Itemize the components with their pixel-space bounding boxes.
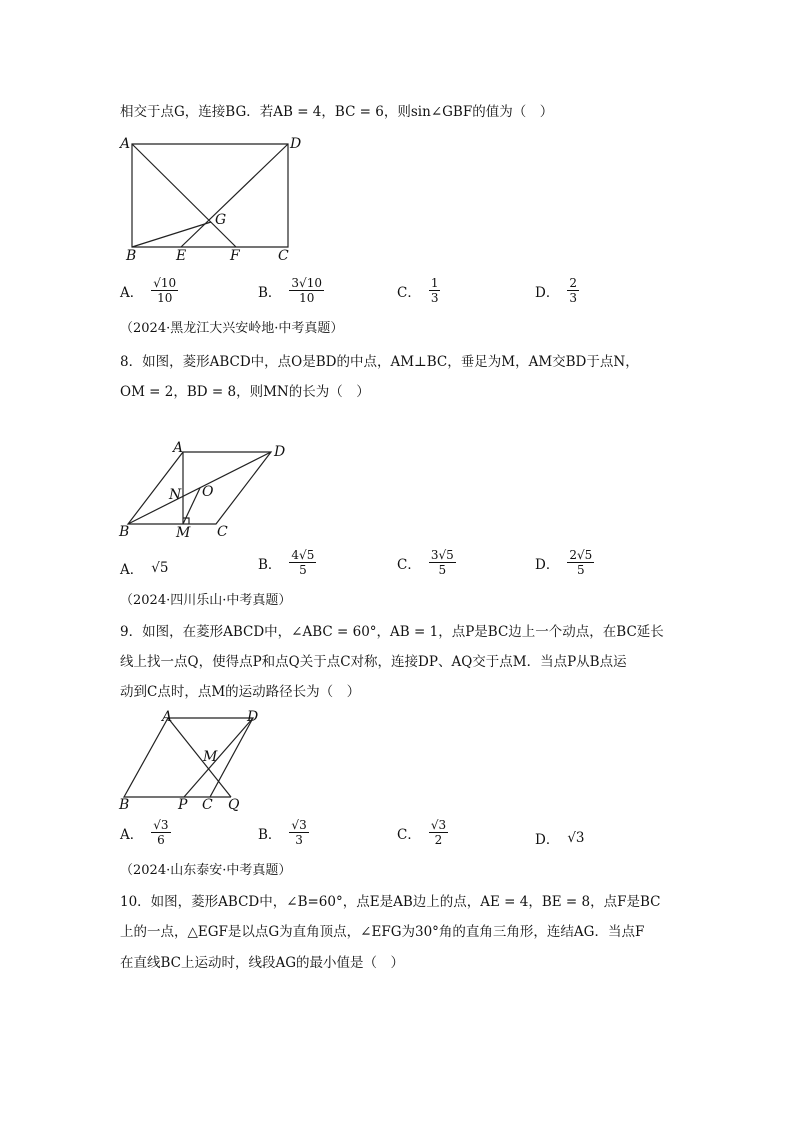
q9-source: （2024·四川乐山·中考真题） bbox=[120, 593, 292, 608]
q9-option-c[interactable]: C． $\frac{√3}{2}$ bbox=[397, 818, 447, 847]
label-M: M bbox=[203, 749, 218, 765]
q7-line-BG bbox=[132, 222, 211, 247]
q7-option-c[interactable]: C． $\frac{1}{3}$ bbox=[397, 276, 439, 305]
q7-figure bbox=[118, 134, 308, 264]
label-Q: Q bbox=[228, 797, 240, 813]
label-B: B bbox=[119, 524, 130, 540]
label-D: D bbox=[274, 444, 286, 460]
label-B: B bbox=[119, 797, 130, 813]
q7-line-DE bbox=[181, 144, 288, 247]
label-D: D bbox=[247, 709, 259, 725]
label-E: E bbox=[176, 248, 187, 264]
q8-stem-line2: OM = 2，BD = 8，则MN的长为（ ） bbox=[120, 384, 370, 400]
q8-source: （2024·黑龙江大兴安岭地·中考真题） bbox=[120, 321, 344, 336]
label-C: C bbox=[278, 248, 289, 264]
q7-diagonal-AF bbox=[132, 144, 236, 247]
q10-stem-line1: 10．如图，菱形ABCD中，∠B=60°，点E是AB边上的点，AE = 4，BE = 8，点F是BC bbox=[120, 894, 661, 910]
label-A: A bbox=[173, 440, 184, 456]
label-N: N bbox=[169, 487, 182, 503]
label-P: P bbox=[178, 797, 188, 813]
q7-rectangle bbox=[132, 144, 288, 247]
q9-option-b[interactable]: B． $\frac{√3}{3}$ bbox=[258, 818, 307, 847]
q9-segment-PD bbox=[184, 718, 253, 797]
q7-stem: 相交于点G，连接BG．若AB = 4，BC = 6，则sin∠GBF的值为（ ） bbox=[120, 104, 554, 120]
q10-stem-line2: 上的一点，△EGF是以点G为直角顶点，∠EFG为30°角的直角三角形，连结AG．当点F bbox=[120, 924, 645, 940]
q8-option-b[interactable]: B． $\frac{4√5}{5}$ bbox=[258, 548, 315, 577]
q9-figure bbox=[116, 708, 266, 813]
q9-segment-AQ bbox=[168, 718, 231, 797]
label-A: A bbox=[120, 136, 131, 152]
label-F: F bbox=[230, 248, 240, 264]
q8-stem-line1: 8．如图，菱形ABCD中，点O是BD的中点，AM⊥BC，垂足为M，AM交BD于点N， bbox=[120, 354, 639, 370]
q8-option-c[interactable]: C． $\frac{3√5}{5}$ bbox=[397, 548, 454, 577]
label-B: B bbox=[126, 248, 137, 264]
label-G: G bbox=[215, 212, 227, 228]
label-C: C bbox=[202, 797, 213, 813]
q8-option-d[interactable]: D． $\frac{2√5}{5}$ bbox=[535, 548, 593, 577]
q8-figure bbox=[116, 438, 306, 543]
label-M: M bbox=[176, 525, 191, 541]
q10-stem-line3: 在直线BC上运动时，线段AG的最小值是（ ） bbox=[120, 955, 405, 971]
label-A: A bbox=[162, 709, 173, 725]
q8-option-a[interactable]: A． √5 bbox=[120, 560, 169, 578]
q7-option-d[interactable]: D． $\frac{2}{3}$ bbox=[535, 276, 577, 305]
q10-source: （2024·山东泰安·中考真题） bbox=[120, 863, 292, 878]
q9-rhombus bbox=[124, 718, 253, 797]
label-C: C bbox=[217, 524, 228, 540]
q9-stem-line1: 9．如图，在菱形ABCD中，∠ABC = 60°，AB = 1，点P是BC边上一个动点，在BC延长 bbox=[120, 624, 664, 640]
q9-stem-line3: 动到C点时，点M的运动路径长为（ ） bbox=[120, 684, 361, 700]
label-D: D bbox=[290, 136, 302, 152]
label-O: O bbox=[202, 484, 214, 500]
q9-stem-line2: 线上找一点Q，使得点P和点Q关于点C对称，连接DP、AQ交于点M．当点P从B点运 bbox=[120, 654, 627, 670]
q9-option-a[interactable]: A． $\frac{√3}{6}$ bbox=[120, 818, 169, 847]
q9-option-d[interactable]: D． √3 bbox=[535, 830, 585, 848]
q7-option-b[interactable]: B． $\frac{3√10}{10}$ bbox=[258, 276, 322, 305]
q7-option-a[interactable]: A． $\frac{√10}{10}$ bbox=[120, 276, 177, 305]
